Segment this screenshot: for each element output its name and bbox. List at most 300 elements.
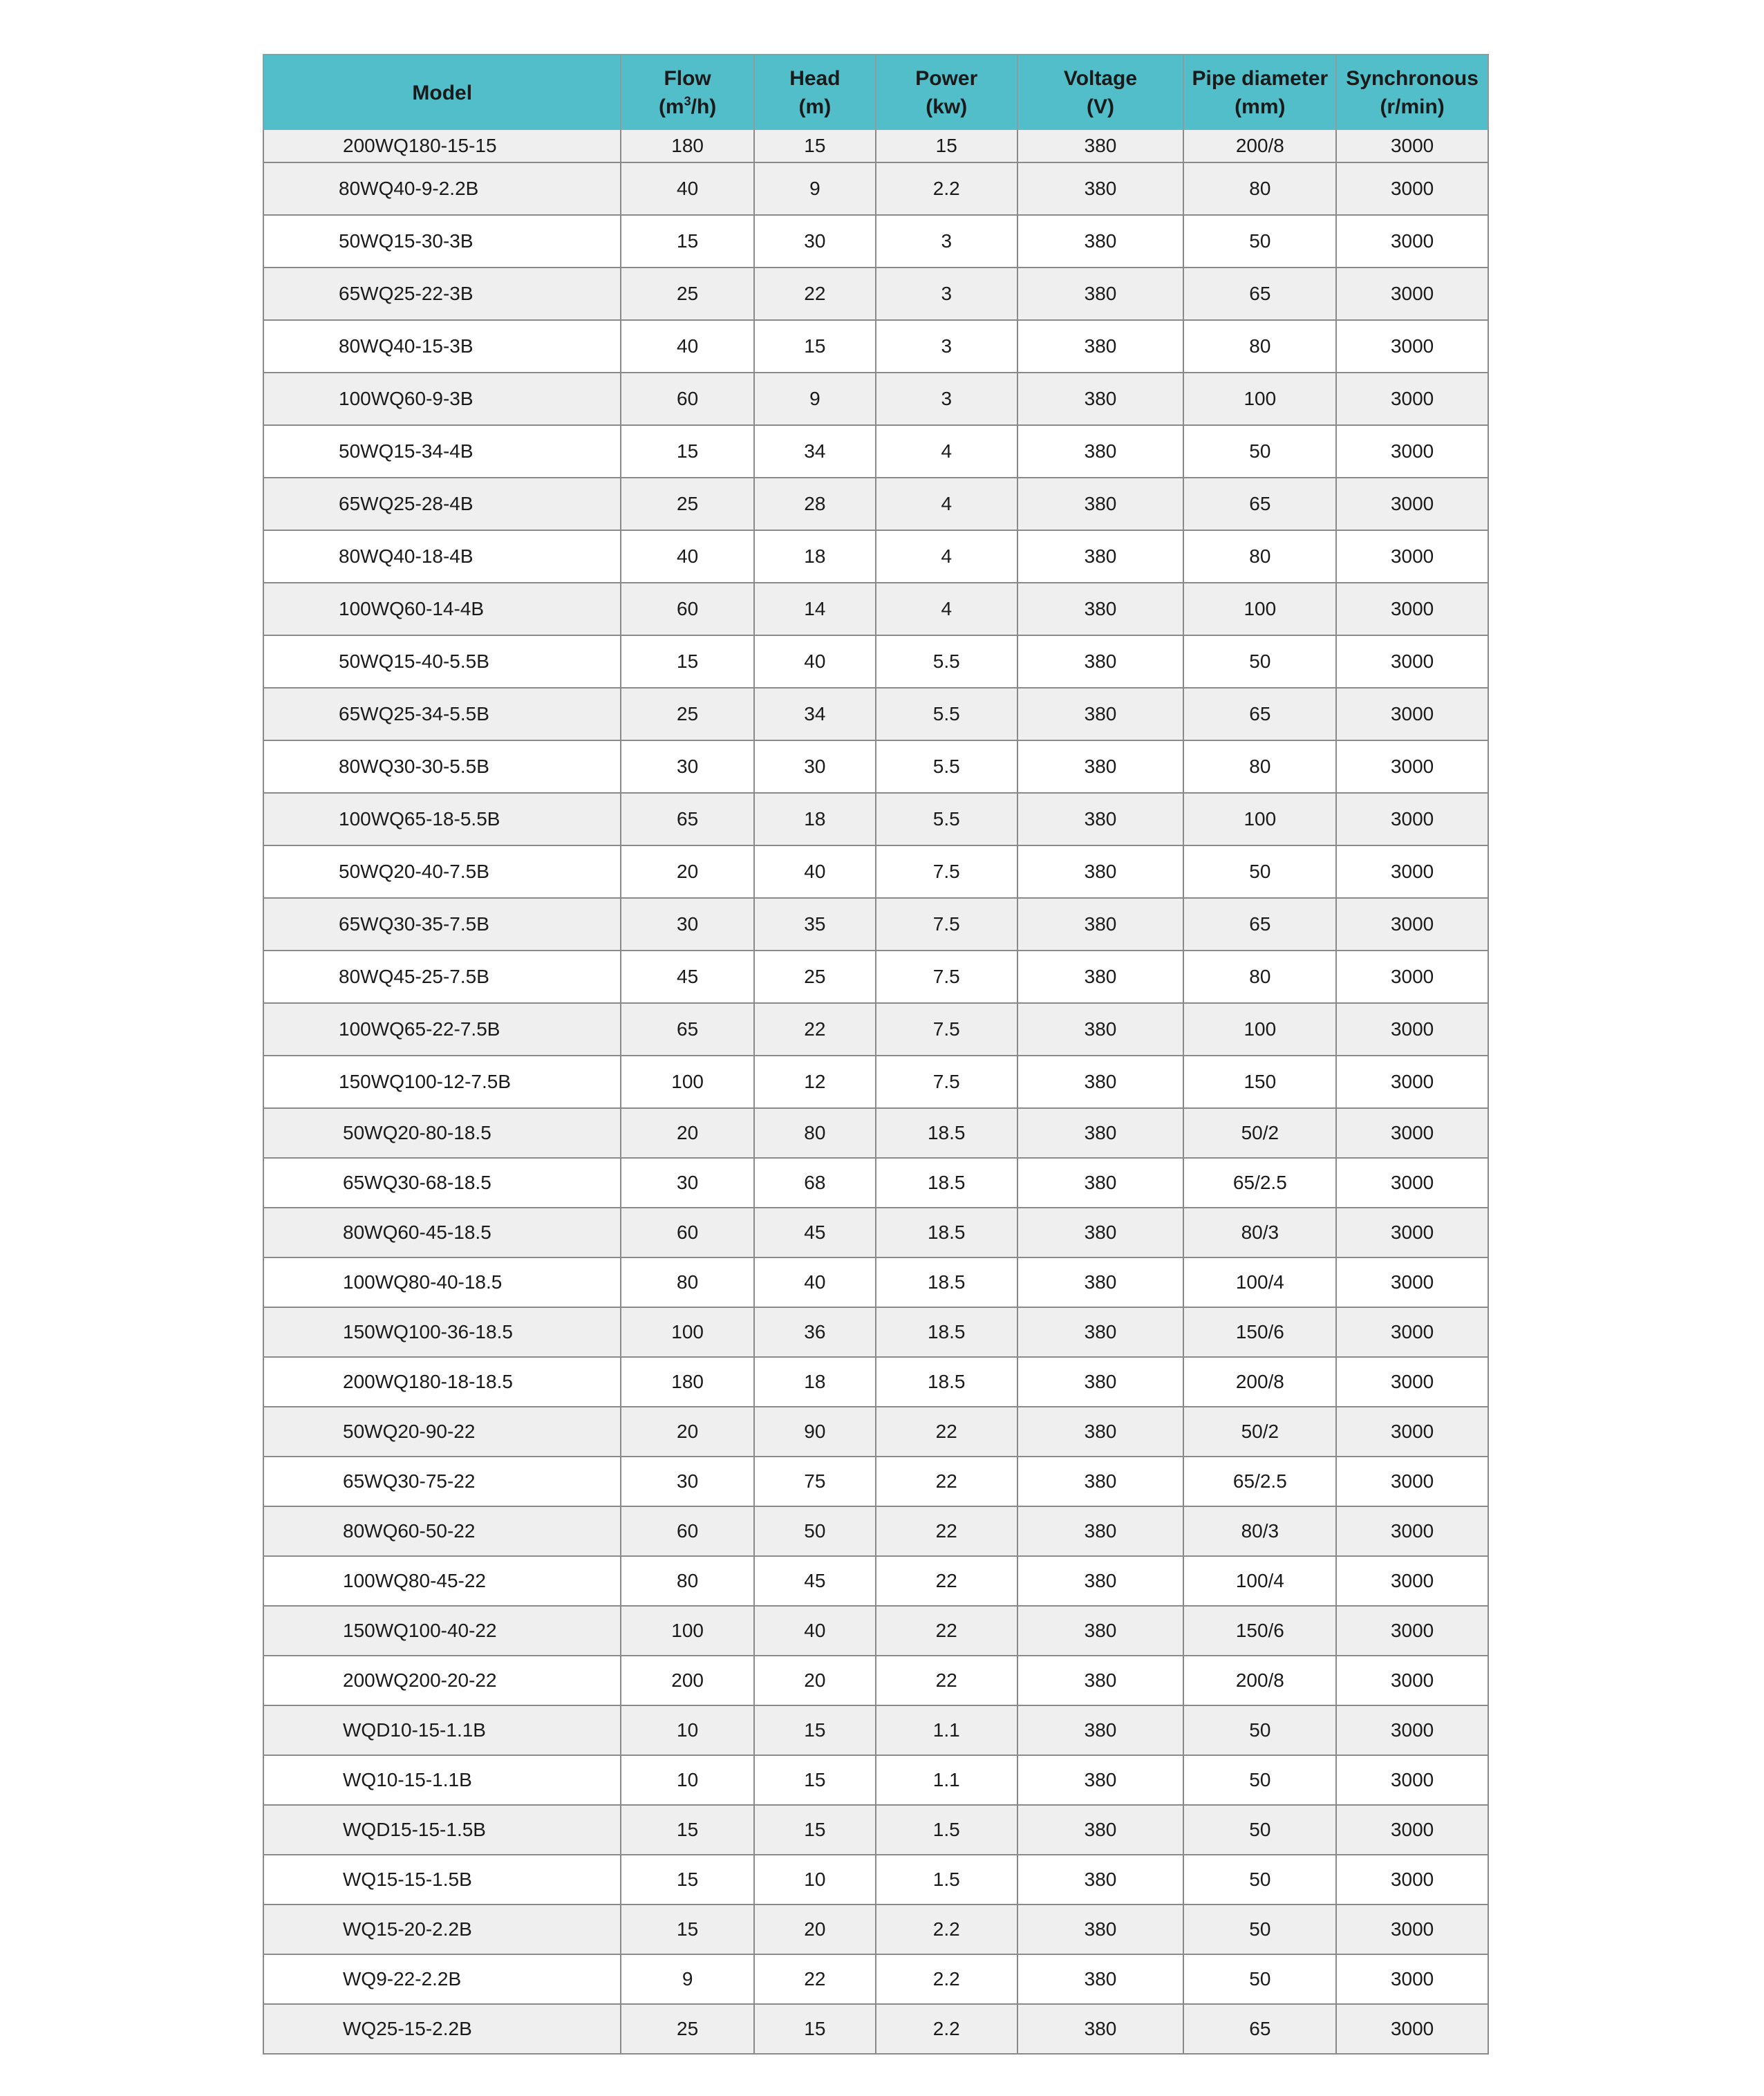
cell-pipe-diameter: 50 bbox=[1183, 845, 1336, 898]
cell-synchronous: 3000 bbox=[1336, 1805, 1488, 1855]
table-row bbox=[263, 740, 1488, 793]
cell-synchronous: 3000 bbox=[1336, 425, 1488, 478]
cell-flow: 15 bbox=[621, 215, 753, 268]
table-row bbox=[263, 1357, 1488, 1407]
cell-synchronous: 3000 bbox=[1336, 1905, 1488, 1954]
cell-synchronous: 3000 bbox=[1336, 1307, 1488, 1357]
cell-synchronous: 3000 bbox=[1336, 1506, 1488, 1556]
cell-flow: 25 bbox=[621, 2004, 753, 2054]
cell-synchronous: 3000 bbox=[1336, 1257, 1488, 1307]
cell-head: 30 bbox=[754, 740, 876, 793]
cell-head: 68 bbox=[754, 1158, 876, 1208]
table-header bbox=[263, 55, 1488, 130]
cell-pipe-diameter: 200/8 bbox=[1183, 130, 1336, 162]
cell-pipe-diameter: 50 bbox=[1183, 215, 1336, 268]
cell-power: 22 bbox=[876, 1606, 1017, 1656]
cell-power: 7.5 bbox=[876, 1056, 1017, 1108]
cell-synchronous: 3000 bbox=[1336, 845, 1488, 898]
cell-synchronous: 3000 bbox=[1336, 1606, 1488, 1656]
cell-pipe-diameter: 80 bbox=[1183, 951, 1336, 1003]
cell-power: 22 bbox=[876, 1556, 1017, 1606]
table-row bbox=[263, 1003, 1488, 1056]
cell-power: 4 bbox=[876, 530, 1017, 583]
cell-synchronous: 3000 bbox=[1336, 373, 1488, 425]
table-row bbox=[263, 845, 1488, 898]
table-row bbox=[263, 583, 1488, 635]
cell-power: 3 bbox=[876, 215, 1017, 268]
cell-voltage: 380 bbox=[1017, 845, 1184, 898]
cell-synchronous: 3000 bbox=[1336, 1656, 1488, 1705]
cell-model: 50WQ15-34-4B bbox=[263, 425, 621, 478]
cell-pipe-diameter: 100 bbox=[1183, 583, 1336, 635]
cell-synchronous: 3000 bbox=[1336, 1407, 1488, 1457]
cell-voltage: 380 bbox=[1017, 1556, 1184, 1606]
table-row bbox=[263, 162, 1488, 215]
cell-flow: 65 bbox=[621, 1003, 753, 1056]
cell-head: 25 bbox=[754, 951, 876, 1003]
cell-power: 7.5 bbox=[876, 1003, 1017, 1056]
cell-flow: 20 bbox=[621, 1407, 753, 1457]
cell-power: 3 bbox=[876, 320, 1017, 373]
table-row bbox=[263, 1506, 1488, 1556]
cell-model: 65WQ25-28-4B bbox=[263, 478, 621, 530]
cell-voltage: 380 bbox=[1017, 1606, 1184, 1656]
table-row bbox=[263, 130, 1488, 162]
cell-flow: 15 bbox=[621, 1905, 753, 1954]
cell-voltage: 380 bbox=[1017, 635, 1184, 688]
cell-head: 18 bbox=[754, 530, 876, 583]
header-voltage: Voltage (V) bbox=[1017, 55, 1184, 130]
cell-head: 10 bbox=[754, 1855, 876, 1905]
cell-synchronous: 3000 bbox=[1336, 1855, 1488, 1905]
table-row bbox=[263, 1905, 1488, 1954]
cell-voltage: 380 bbox=[1017, 1755, 1184, 1805]
cell-pipe-diameter: 80 bbox=[1183, 740, 1336, 793]
cell-flow: 80 bbox=[621, 1257, 753, 1307]
cell-synchronous: 3000 bbox=[1336, 898, 1488, 951]
cell-head: 15 bbox=[754, 320, 876, 373]
cell-pipe-diameter: 50 bbox=[1183, 1954, 1336, 2004]
pump-spec-table bbox=[263, 54, 1489, 2055]
header-head: Head (m) bbox=[754, 55, 876, 130]
cell-power: 7.5 bbox=[876, 898, 1017, 951]
cell-flow: 60 bbox=[621, 1506, 753, 1556]
cell-voltage: 380 bbox=[1017, 1003, 1184, 1056]
table-row bbox=[263, 793, 1488, 845]
cell-pipe-diameter: 50 bbox=[1183, 635, 1336, 688]
cell-pipe-diameter: 80/3 bbox=[1183, 1208, 1336, 1257]
cell-model: 80WQ40-15-3B bbox=[263, 320, 621, 373]
cell-voltage: 380 bbox=[1017, 951, 1184, 1003]
cell-head: 45 bbox=[754, 1556, 876, 1606]
cell-voltage: 380 bbox=[1017, 583, 1184, 635]
cell-synchronous: 3000 bbox=[1336, 215, 1488, 268]
cell-model: 100WQ65-22-7.5B bbox=[263, 1003, 621, 1056]
cell-power: 22 bbox=[876, 1407, 1017, 1457]
cell-model: 50WQ20-40-7.5B bbox=[263, 845, 621, 898]
cell-flow: 100 bbox=[621, 1056, 753, 1108]
cell-flow: 30 bbox=[621, 898, 753, 951]
cell-model: WQ9-22-2.2B bbox=[263, 1954, 621, 2004]
cell-head: 15 bbox=[754, 1805, 876, 1855]
cell-power: 4 bbox=[876, 583, 1017, 635]
cell-power: 18.5 bbox=[876, 1307, 1017, 1357]
cell-voltage: 380 bbox=[1017, 215, 1184, 268]
header-power: Power (kw) bbox=[876, 55, 1017, 130]
cell-power: 15 bbox=[876, 130, 1017, 162]
cell-synchronous: 3000 bbox=[1336, 478, 1488, 530]
cell-synchronous: 3000 bbox=[1336, 2004, 1488, 2054]
cell-head: 12 bbox=[754, 1056, 876, 1108]
cell-flow: 9 bbox=[621, 1954, 753, 2004]
cell-pipe-diameter: 50 bbox=[1183, 1855, 1336, 1905]
cell-voltage: 380 bbox=[1017, 1407, 1184, 1457]
cell-model: 200WQ200-20-22 bbox=[263, 1656, 621, 1705]
cell-power: 3 bbox=[876, 268, 1017, 320]
cell-flow: 65 bbox=[621, 793, 753, 845]
table-row bbox=[263, 1705, 1488, 1755]
cell-pipe-diameter: 150/6 bbox=[1183, 1606, 1336, 1656]
cell-model: WQD15-15-1.5B bbox=[263, 1805, 621, 1855]
table-row bbox=[263, 1407, 1488, 1457]
cell-voltage: 380 bbox=[1017, 478, 1184, 530]
cell-voltage: 380 bbox=[1017, 162, 1184, 215]
cell-voltage: 380 bbox=[1017, 740, 1184, 793]
cell-power: 5.5 bbox=[876, 740, 1017, 793]
table-row bbox=[263, 268, 1488, 320]
cell-power: 18.5 bbox=[876, 1357, 1017, 1407]
cell-voltage: 380 bbox=[1017, 793, 1184, 845]
cell-head: 35 bbox=[754, 898, 876, 951]
cell-head: 40 bbox=[754, 635, 876, 688]
cell-pipe-diameter: 80 bbox=[1183, 320, 1336, 373]
cell-pipe-diameter: 50/2 bbox=[1183, 1108, 1336, 1158]
cell-power: 2.2 bbox=[876, 2004, 1017, 2054]
cell-voltage: 380 bbox=[1017, 898, 1184, 951]
cell-flow: 40 bbox=[621, 530, 753, 583]
cell-flow: 15 bbox=[621, 1855, 753, 1905]
cell-voltage: 380 bbox=[1017, 1954, 1184, 2004]
table-row bbox=[263, 688, 1488, 740]
cell-pipe-diameter: 50/2 bbox=[1183, 1407, 1336, 1457]
cell-synchronous: 3000 bbox=[1336, 1158, 1488, 1208]
cell-pipe-diameter: 50 bbox=[1183, 1755, 1336, 1805]
cell-voltage: 380 bbox=[1017, 1457, 1184, 1506]
table-row bbox=[263, 1805, 1488, 1855]
cell-head: 15 bbox=[754, 2004, 876, 2054]
cell-head: 90 bbox=[754, 1407, 876, 1457]
cell-pipe-diameter: 50 bbox=[1183, 425, 1336, 478]
cell-voltage: 380 bbox=[1017, 688, 1184, 740]
cell-model: 100WQ80-40-18.5 bbox=[263, 1257, 621, 1307]
cell-synchronous: 3000 bbox=[1336, 793, 1488, 845]
table-row bbox=[263, 2004, 1488, 2054]
cell-flow: 40 bbox=[621, 162, 753, 215]
cell-model: WQD10-15-1.1B bbox=[263, 1705, 621, 1755]
cell-head: 20 bbox=[754, 1905, 876, 1954]
cell-head: 15 bbox=[754, 1705, 876, 1755]
cell-head: 9 bbox=[754, 373, 876, 425]
cell-flow: 25 bbox=[621, 268, 753, 320]
cell-model: 100WQ60-14-4B bbox=[263, 583, 621, 635]
table-row bbox=[263, 1755, 1488, 1805]
cell-power: 22 bbox=[876, 1506, 1017, 1556]
cell-head: 15 bbox=[754, 130, 876, 162]
cell-pipe-diameter: 80/3 bbox=[1183, 1506, 1336, 1556]
table-row bbox=[263, 898, 1488, 951]
cell-head: 34 bbox=[754, 425, 876, 478]
table-row bbox=[263, 1556, 1488, 1606]
cell-pipe-diameter: 65/2.5 bbox=[1183, 1158, 1336, 1208]
cell-power: 4 bbox=[876, 478, 1017, 530]
cell-pipe-diameter: 100 bbox=[1183, 373, 1336, 425]
cell-head: 22 bbox=[754, 1954, 876, 2004]
cell-head: 28 bbox=[754, 478, 876, 530]
cell-synchronous: 3000 bbox=[1336, 688, 1488, 740]
cell-model: 80WQ60-50-22 bbox=[263, 1506, 621, 1556]
cell-synchronous: 3000 bbox=[1336, 1056, 1488, 1108]
cell-pipe-diameter: 65 bbox=[1183, 898, 1336, 951]
cell-synchronous: 3000 bbox=[1336, 635, 1488, 688]
cell-model: 80WQ40-9-2.2B bbox=[263, 162, 621, 215]
cell-voltage: 380 bbox=[1017, 1656, 1184, 1705]
table-row bbox=[263, 1257, 1488, 1307]
cell-head: 36 bbox=[754, 1307, 876, 1357]
cell-model: 150WQ100-40-22 bbox=[263, 1606, 621, 1656]
cell-synchronous: 3000 bbox=[1336, 268, 1488, 320]
table-row bbox=[263, 320, 1488, 373]
cell-power: 1.5 bbox=[876, 1855, 1017, 1905]
cell-flow: 10 bbox=[621, 1755, 753, 1805]
cell-voltage: 380 bbox=[1017, 425, 1184, 478]
cell-model: 200WQ180-15-15 bbox=[263, 130, 621, 162]
cell-model: 150WQ100-36-18.5 bbox=[263, 1307, 621, 1357]
cell-synchronous: 3000 bbox=[1336, 320, 1488, 373]
cell-model: WQ15-15-1.5B bbox=[263, 1855, 621, 1905]
cell-pipe-diameter: 65/2.5 bbox=[1183, 1457, 1336, 1506]
header-model: Model bbox=[263, 55, 621, 130]
cell-flow: 100 bbox=[621, 1606, 753, 1656]
cell-voltage: 380 bbox=[1017, 1056, 1184, 1108]
cell-flow: 15 bbox=[621, 635, 753, 688]
header-pipe-diameter: Pipe diameter (mm) bbox=[1183, 55, 1336, 130]
cell-power: 2.2 bbox=[876, 1905, 1017, 1954]
cell-pipe-diameter: 80 bbox=[1183, 530, 1336, 583]
cell-pipe-diameter: 65 bbox=[1183, 2004, 1336, 2054]
cell-flow: 60 bbox=[621, 373, 753, 425]
cell-head: 15 bbox=[754, 1755, 876, 1805]
cell-model: 80WQ40-18-4B bbox=[263, 530, 621, 583]
table-row bbox=[263, 635, 1488, 688]
cell-head: 9 bbox=[754, 162, 876, 215]
cell-pipe-diameter: 50 bbox=[1183, 1705, 1336, 1755]
cell-head: 45 bbox=[754, 1208, 876, 1257]
cell-flow: 30 bbox=[621, 740, 753, 793]
table-row bbox=[263, 1606, 1488, 1656]
cell-synchronous: 3000 bbox=[1336, 130, 1488, 162]
table-row bbox=[263, 1457, 1488, 1506]
cell-power: 1.1 bbox=[876, 1755, 1017, 1805]
cell-model: 80WQ45-25-7.5B bbox=[263, 951, 621, 1003]
cell-pipe-diameter: 200/8 bbox=[1183, 1656, 1336, 1705]
cell-model: 100WQ60-9-3B bbox=[263, 373, 621, 425]
cell-pipe-diameter: 100 bbox=[1183, 1003, 1336, 1056]
cell-power: 5.5 bbox=[876, 635, 1017, 688]
cell-power: 7.5 bbox=[876, 951, 1017, 1003]
cell-head: 40 bbox=[754, 845, 876, 898]
cell-flow: 200 bbox=[621, 1656, 753, 1705]
table-row bbox=[263, 1855, 1488, 1905]
cell-flow: 15 bbox=[621, 1805, 753, 1855]
cell-synchronous: 3000 bbox=[1336, 1003, 1488, 1056]
cell-head: 18 bbox=[754, 1357, 876, 1407]
cell-model: 50WQ15-40-5.5B bbox=[263, 635, 621, 688]
cell-voltage: 380 bbox=[1017, 1158, 1184, 1208]
cell-synchronous: 3000 bbox=[1336, 1556, 1488, 1606]
cell-flow: 20 bbox=[621, 1108, 753, 1158]
cell-voltage: 380 bbox=[1017, 530, 1184, 583]
cell-synchronous: 3000 bbox=[1336, 530, 1488, 583]
cell-flow: 30 bbox=[621, 1158, 753, 1208]
cell-voltage: 380 bbox=[1017, 1855, 1184, 1905]
cell-model: WQ15-20-2.2B bbox=[263, 1905, 621, 1954]
table-row bbox=[263, 1954, 1488, 2004]
cell-voltage: 380 bbox=[1017, 1805, 1184, 1855]
cell-pipe-diameter: 50 bbox=[1183, 1805, 1336, 1855]
cell-voltage: 380 bbox=[1017, 373, 1184, 425]
cell-voltage: 380 bbox=[1017, 1905, 1184, 1954]
cell-power: 22 bbox=[876, 1656, 1017, 1705]
cell-pipe-diameter: 100/4 bbox=[1183, 1556, 1336, 1606]
cell-pipe-diameter: 200/8 bbox=[1183, 1357, 1336, 1407]
cell-voltage: 380 bbox=[1017, 1307, 1184, 1357]
cell-synchronous: 3000 bbox=[1336, 740, 1488, 793]
cell-power: 4 bbox=[876, 425, 1017, 478]
cell-pipe-diameter: 80 bbox=[1183, 162, 1336, 215]
cell-voltage: 380 bbox=[1017, 1357, 1184, 1407]
cell-flow: 100 bbox=[621, 1307, 753, 1357]
cell-flow: 30 bbox=[621, 1457, 753, 1506]
table-row bbox=[263, 1056, 1488, 1108]
table-row bbox=[263, 530, 1488, 583]
cell-model: 80WQ60-45-18.5 bbox=[263, 1208, 621, 1257]
cell-voltage: 380 bbox=[1017, 2004, 1184, 2054]
cell-voltage: 380 bbox=[1017, 1257, 1184, 1307]
table-body bbox=[263, 130, 1488, 2054]
cell-head: 40 bbox=[754, 1606, 876, 1656]
table-row bbox=[263, 1307, 1488, 1357]
cell-flow: 60 bbox=[621, 1208, 753, 1257]
cell-power: 18.5 bbox=[876, 1208, 1017, 1257]
table-row bbox=[263, 1108, 1488, 1158]
cell-synchronous: 3000 bbox=[1336, 951, 1488, 1003]
cell-pipe-diameter: 150/6 bbox=[1183, 1307, 1336, 1357]
cell-synchronous: 3000 bbox=[1336, 1208, 1488, 1257]
cell-flow: 180 bbox=[621, 1357, 753, 1407]
cell-power: 1.1 bbox=[876, 1705, 1017, 1755]
cell-voltage: 380 bbox=[1017, 268, 1184, 320]
cell-flow: 80 bbox=[621, 1556, 753, 1606]
cell-power: 1.5 bbox=[876, 1805, 1017, 1855]
table-row bbox=[263, 951, 1488, 1003]
table-row bbox=[263, 1208, 1488, 1257]
cell-power: 18.5 bbox=[876, 1108, 1017, 1158]
cell-model: 65WQ25-22-3B bbox=[263, 268, 621, 320]
cell-voltage: 380 bbox=[1017, 130, 1184, 162]
cell-head: 75 bbox=[754, 1457, 876, 1506]
cell-head: 34 bbox=[754, 688, 876, 740]
header-synchronous: Synchronous (r/min) bbox=[1336, 55, 1488, 130]
cell-synchronous: 3000 bbox=[1336, 1457, 1488, 1506]
cell-power: 3 bbox=[876, 373, 1017, 425]
cell-model: 80WQ30-30-5.5B bbox=[263, 740, 621, 793]
cell-model: 100WQ80-45-22 bbox=[263, 1556, 621, 1606]
cell-flow: 45 bbox=[621, 951, 753, 1003]
table-row bbox=[263, 478, 1488, 530]
cell-power: 5.5 bbox=[876, 793, 1017, 845]
cell-power: 2.2 bbox=[876, 1954, 1017, 2004]
cell-power: 18.5 bbox=[876, 1158, 1017, 1208]
cell-model: 65WQ30-68-18.5 bbox=[263, 1158, 621, 1208]
cell-flow: 10 bbox=[621, 1705, 753, 1755]
cell-synchronous: 3000 bbox=[1336, 1755, 1488, 1805]
cell-model: 65WQ30-75-22 bbox=[263, 1457, 621, 1506]
cell-flow: 15 bbox=[621, 425, 753, 478]
cell-voltage: 380 bbox=[1017, 1208, 1184, 1257]
cell-synchronous: 3000 bbox=[1336, 162, 1488, 215]
cell-model: WQ25-15-2.2B bbox=[263, 2004, 621, 2054]
cell-power: 2.2 bbox=[876, 162, 1017, 215]
cell-pipe-diameter: 50 bbox=[1183, 1905, 1336, 1954]
cell-model: 50WQ20-80-18.5 bbox=[263, 1108, 621, 1158]
cell-pipe-diameter: 100/4 bbox=[1183, 1257, 1336, 1307]
cell-model: 65WQ30-35-7.5B bbox=[263, 898, 621, 951]
table-row bbox=[263, 425, 1488, 478]
cell-synchronous: 3000 bbox=[1336, 583, 1488, 635]
header-row bbox=[263, 55, 1488, 130]
cell-synchronous: 3000 bbox=[1336, 1357, 1488, 1407]
cell-pipe-diameter: 150 bbox=[1183, 1056, 1336, 1108]
table-row bbox=[263, 373, 1488, 425]
cell-synchronous: 3000 bbox=[1336, 1954, 1488, 2004]
cell-pipe-diameter: 65 bbox=[1183, 688, 1336, 740]
cell-head: 18 bbox=[754, 793, 876, 845]
cell-model: 65WQ25-34-5.5B bbox=[263, 688, 621, 740]
cell-flow: 25 bbox=[621, 478, 753, 530]
cell-head: 80 bbox=[754, 1108, 876, 1158]
cell-model: 150WQ100-12-7.5B bbox=[263, 1056, 621, 1108]
cell-synchronous: 3000 bbox=[1336, 1705, 1488, 1755]
header-flow: Flow $(m^3/h)$ bbox=[621, 55, 753, 130]
cell-power: 5.5 bbox=[876, 688, 1017, 740]
cell-model: 100WQ65-18-5.5B bbox=[263, 793, 621, 845]
table-row bbox=[263, 215, 1488, 268]
cell-head: 40 bbox=[754, 1257, 876, 1307]
cell-head: 30 bbox=[754, 215, 876, 268]
table-row bbox=[263, 1656, 1488, 1705]
cell-power: 7.5 bbox=[876, 845, 1017, 898]
cell-flow: 40 bbox=[621, 320, 753, 373]
table-row bbox=[263, 1158, 1488, 1208]
cell-voltage: 380 bbox=[1017, 1506, 1184, 1556]
cell-voltage: 380 bbox=[1017, 1108, 1184, 1158]
cell-head: 50 bbox=[754, 1506, 876, 1556]
cell-flow: 180 bbox=[621, 130, 753, 162]
cell-model: 50WQ15-30-3B bbox=[263, 215, 621, 268]
cell-pipe-diameter: 65 bbox=[1183, 268, 1336, 320]
cell-flow: 60 bbox=[621, 583, 753, 635]
cell-head: 14 bbox=[754, 583, 876, 635]
